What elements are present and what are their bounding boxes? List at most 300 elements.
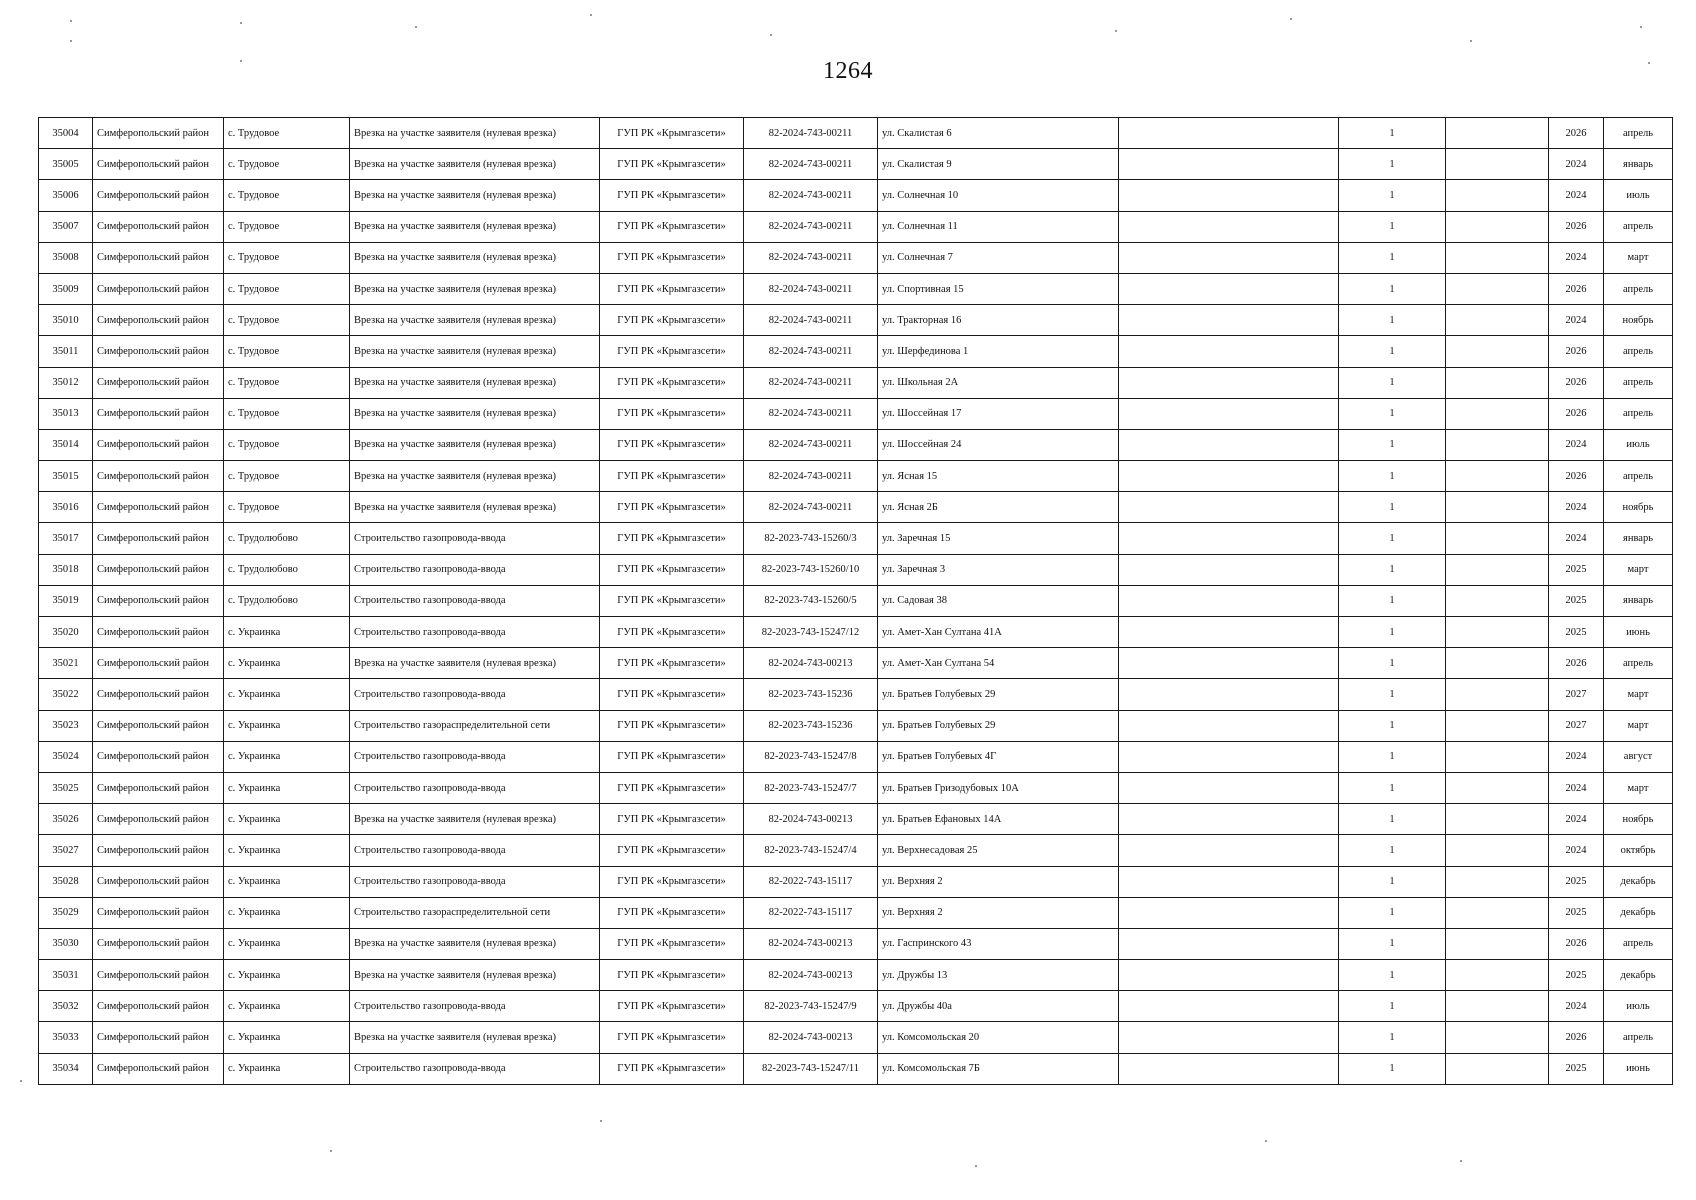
organization-cell: ГУП РК «Крымгазсети» xyxy=(600,991,744,1022)
district-cell: Симферопольский район xyxy=(93,367,224,398)
table-row xyxy=(39,273,1673,304)
contract-number-cell: 82-2023-743-15247/7 xyxy=(744,772,878,803)
district-cell: Симферопольский район xyxy=(93,710,224,741)
table-row xyxy=(39,1022,1673,1053)
locality-cell: с. Трудовое xyxy=(224,118,350,149)
blank-cell xyxy=(1446,1053,1549,1084)
month-cell: апрель xyxy=(1604,211,1673,242)
contract-number-cell: 82-2022-743-15117 xyxy=(744,866,878,897)
district-cell: Симферопольский район xyxy=(93,835,224,866)
month-cell: апрель xyxy=(1604,461,1673,492)
work-type-cell: Врезка на участке заявителя (нулевая врезка) xyxy=(350,180,600,211)
organization-cell: ГУП РК «Крымгазсети» xyxy=(600,897,744,928)
contract-number-cell: 82-2023-743-15236 xyxy=(744,679,878,710)
month-cell: июль xyxy=(1604,180,1673,211)
quantity-cell: 1 xyxy=(1339,461,1446,492)
contract-number-cell: 82-2023-743-15260/5 xyxy=(744,585,878,616)
row-number: 35008 xyxy=(39,242,93,273)
year-cell: 2025 xyxy=(1549,617,1604,648)
organization-cell: ГУП РК «Крымгазсети» xyxy=(600,523,744,554)
blank-cell xyxy=(1446,180,1549,211)
address-cell: ул. Братьев Гризодубовых 10А xyxy=(878,772,1119,803)
table-row xyxy=(39,648,1673,679)
contract-number-cell: 82-2023-743-15236 xyxy=(744,710,878,741)
blank-cell xyxy=(1119,492,1339,523)
district-cell: Симферопольский район xyxy=(93,617,224,648)
blank-cell xyxy=(1446,398,1549,429)
address-cell: ул. Братьев Ефановых 14А xyxy=(878,804,1119,835)
year-cell: 2024 xyxy=(1549,305,1604,336)
blank-cell xyxy=(1446,960,1549,991)
blank-cell xyxy=(1119,679,1339,710)
table-row xyxy=(39,991,1673,1022)
quantity-cell: 1 xyxy=(1339,617,1446,648)
table-row xyxy=(39,617,1673,648)
work-type-cell: Строительство газопровода-ввода xyxy=(350,554,600,585)
quantity-cell: 1 xyxy=(1339,741,1446,772)
address-cell: ул. Верхнесадовая 25 xyxy=(878,835,1119,866)
year-cell: 2026 xyxy=(1549,211,1604,242)
work-type-cell: Строительство газопровода-ввода xyxy=(350,741,600,772)
quantity-cell: 1 xyxy=(1339,772,1446,803)
district-cell: Симферопольский район xyxy=(93,118,224,149)
month-cell: июнь xyxy=(1604,617,1673,648)
quantity-cell: 1 xyxy=(1339,835,1446,866)
work-type-cell: Строительство газораспределительной сети xyxy=(350,897,600,928)
address-cell: ул. Заречная 15 xyxy=(878,523,1119,554)
year-cell: 2026 xyxy=(1549,336,1604,367)
locality-cell: с. Украинка xyxy=(224,679,350,710)
blank-cell xyxy=(1119,211,1339,242)
address-cell: ул. Скалистая 6 xyxy=(878,118,1119,149)
table-row xyxy=(39,429,1673,460)
work-type-cell: Врезка на участке заявителя (нулевая врезка) xyxy=(350,242,600,273)
row-number: 35027 xyxy=(39,835,93,866)
district-cell: Симферопольский район xyxy=(93,554,224,585)
blank-cell xyxy=(1119,772,1339,803)
organization-cell: ГУП РК «Крымгазсети» xyxy=(600,398,744,429)
contract-number-cell: 82-2023-743-15247/8 xyxy=(744,741,878,772)
contract-number-cell: 82-2024-743-00211 xyxy=(744,305,878,336)
blank-cell xyxy=(1119,835,1339,866)
locality-cell: с. Трудовое xyxy=(224,242,350,273)
contract-number-cell: 82-2024-743-00211 xyxy=(744,429,878,460)
district-cell: Симферопольский район xyxy=(93,866,224,897)
district-cell: Симферопольский район xyxy=(93,1022,224,1053)
locality-cell: с. Украинка xyxy=(224,648,350,679)
blank-cell xyxy=(1119,118,1339,149)
month-cell: апрель xyxy=(1604,398,1673,429)
month-cell: апрель xyxy=(1604,928,1673,959)
district-cell: Симферопольский район xyxy=(93,991,224,1022)
row-number: 35032 xyxy=(39,991,93,1022)
table-row xyxy=(39,336,1673,367)
quantity-cell: 1 xyxy=(1339,523,1446,554)
table-row xyxy=(39,149,1673,180)
work-type-cell: Врезка на участке заявителя (нулевая врезка) xyxy=(350,1022,600,1053)
organization-cell: ГУП РК «Крымгазсети» xyxy=(600,1053,744,1084)
address-cell: ул. Братьев Голубевых 4Г xyxy=(878,741,1119,772)
locality-cell: с. Трудолюбово xyxy=(224,523,350,554)
year-cell: 2025 xyxy=(1549,866,1604,897)
month-cell: декабрь xyxy=(1604,897,1673,928)
address-cell: ул. Тракторная 16 xyxy=(878,305,1119,336)
work-type-cell: Строительство газопровода-ввода xyxy=(350,585,600,616)
blank-cell xyxy=(1119,367,1339,398)
table-row xyxy=(39,367,1673,398)
table-row xyxy=(39,242,1673,273)
locality-cell: с. Украинка xyxy=(224,710,350,741)
contract-number-cell: 82-2024-743-00213 xyxy=(744,648,878,679)
table-row xyxy=(39,492,1673,523)
organization-cell: ГУП РК «Крымгазсети» xyxy=(600,461,744,492)
row-number: 35013 xyxy=(39,398,93,429)
month-cell: апрель xyxy=(1604,648,1673,679)
month-cell: январь xyxy=(1604,585,1673,616)
year-cell: 2027 xyxy=(1549,710,1604,741)
locality-cell: с. Украинка xyxy=(224,928,350,959)
year-cell: 2025 xyxy=(1549,897,1604,928)
year-cell: 2026 xyxy=(1549,118,1604,149)
row-number: 35012 xyxy=(39,367,93,398)
blank-cell xyxy=(1119,866,1339,897)
quantity-cell: 1 xyxy=(1339,1053,1446,1084)
row-number: 35026 xyxy=(39,804,93,835)
table-row xyxy=(39,710,1673,741)
row-number: 35024 xyxy=(39,741,93,772)
address-cell: ул. Солнечная 11 xyxy=(878,211,1119,242)
table-row xyxy=(39,398,1673,429)
organization-cell: ГУП РК «Крымгазсети» xyxy=(600,585,744,616)
row-number: 35028 xyxy=(39,866,93,897)
year-cell: 2024 xyxy=(1549,180,1604,211)
work-type-cell: Врезка на участке заявителя (нулевая врезка) xyxy=(350,367,600,398)
blank-cell xyxy=(1446,741,1549,772)
blank-cell xyxy=(1446,367,1549,398)
organization-cell: ГУП РК «Крымгазсети» xyxy=(600,710,744,741)
table-row xyxy=(39,804,1673,835)
quantity-cell: 1 xyxy=(1339,149,1446,180)
contract-number-cell: 82-2024-743-00213 xyxy=(744,804,878,835)
district-cell: Симферопольский район xyxy=(93,1053,224,1084)
row-number: 35029 xyxy=(39,897,93,928)
blank-cell xyxy=(1446,429,1549,460)
blank-cell xyxy=(1119,149,1339,180)
blank-cell xyxy=(1446,523,1549,554)
month-cell: декабрь xyxy=(1604,960,1673,991)
organization-cell: ГУП РК «Крымгазсети» xyxy=(600,554,744,585)
district-cell: Симферопольский район xyxy=(93,242,224,273)
work-type-cell: Строительство газопровода-ввода xyxy=(350,679,600,710)
address-cell: ул. Комсомольская 20 xyxy=(878,1022,1119,1053)
month-cell: апрель xyxy=(1604,118,1673,149)
row-number: 35021 xyxy=(39,648,93,679)
address-cell: ул. Шерфединова 1 xyxy=(878,336,1119,367)
row-number: 35010 xyxy=(39,305,93,336)
locality-cell: с. Украинка xyxy=(224,960,350,991)
blank-cell xyxy=(1446,242,1549,273)
month-cell: апрель xyxy=(1604,1022,1673,1053)
organization-cell: ГУП РК «Крымгазсети» xyxy=(600,648,744,679)
organization-cell: ГУП РК «Крымгазсети» xyxy=(600,772,744,803)
row-number: 35019 xyxy=(39,585,93,616)
quantity-cell: 1 xyxy=(1339,398,1446,429)
district-cell: Симферопольский район xyxy=(93,149,224,180)
year-cell: 2026 xyxy=(1549,461,1604,492)
organization-cell: ГУП РК «Крымгазсети» xyxy=(600,429,744,460)
year-cell: 2026 xyxy=(1549,1022,1604,1053)
quantity-cell: 1 xyxy=(1339,897,1446,928)
blank-cell xyxy=(1446,804,1549,835)
quantity-cell: 1 xyxy=(1339,242,1446,273)
month-cell: апрель xyxy=(1604,367,1673,398)
district-cell: Симферопольский район xyxy=(93,960,224,991)
address-cell: ул. Солнечная 7 xyxy=(878,242,1119,273)
table-row xyxy=(39,772,1673,803)
contract-number-cell: 82-2024-743-00211 xyxy=(744,118,878,149)
organization-cell: ГУП РК «Крымгазсети» xyxy=(600,242,744,273)
row-number: 35009 xyxy=(39,273,93,304)
organization-cell: ГУП РК «Крымгазсети» xyxy=(600,928,744,959)
table-row xyxy=(39,960,1673,991)
work-type-cell: Врезка на участке заявителя (нулевая врезка) xyxy=(350,461,600,492)
table-row xyxy=(39,118,1673,149)
address-cell: ул. Дружбы 13 xyxy=(878,960,1119,991)
blank-cell xyxy=(1446,648,1549,679)
month-cell: март xyxy=(1604,710,1673,741)
locality-cell: с. Трудолюбово xyxy=(224,554,350,585)
organization-cell: ГУП РК «Крымгазсети» xyxy=(600,960,744,991)
work-type-cell: Врезка на участке заявителя (нулевая врезка) xyxy=(350,648,600,679)
blank-cell xyxy=(1446,305,1549,336)
contract-number-cell: 82-2024-743-00211 xyxy=(744,367,878,398)
quantity-cell: 1 xyxy=(1339,429,1446,460)
address-cell: ул. Солнечная 10 xyxy=(878,180,1119,211)
blank-cell xyxy=(1119,398,1339,429)
row-number: 35023 xyxy=(39,710,93,741)
year-cell: 2025 xyxy=(1549,554,1604,585)
work-type-cell: Строительство газопровода-ввода xyxy=(350,523,600,554)
month-cell: январь xyxy=(1604,149,1673,180)
organization-cell: ГУП РК «Крымгазсети» xyxy=(600,679,744,710)
table-row xyxy=(39,866,1673,897)
organization-cell: ГУП РК «Крымгазсети» xyxy=(600,492,744,523)
blank-cell xyxy=(1119,180,1339,211)
address-cell: ул. Садовая 38 xyxy=(878,585,1119,616)
district-cell: Симферопольский район xyxy=(93,648,224,679)
row-number: 35011 xyxy=(39,336,93,367)
organization-cell: ГУП РК «Крымгазсети» xyxy=(600,804,744,835)
month-cell: ноябрь xyxy=(1604,492,1673,523)
row-number: 35007 xyxy=(39,211,93,242)
locality-cell: с. Украинка xyxy=(224,1053,350,1084)
blank-cell xyxy=(1446,835,1549,866)
table-row xyxy=(39,211,1673,242)
address-cell: ул. Гаспринского 43 xyxy=(878,928,1119,959)
row-number: 35017 xyxy=(39,523,93,554)
year-cell: 2024 xyxy=(1549,804,1604,835)
address-cell: ул. Заречная 3 xyxy=(878,554,1119,585)
table-row xyxy=(39,523,1673,554)
year-cell: 2024 xyxy=(1549,149,1604,180)
year-cell: 2026 xyxy=(1549,648,1604,679)
locality-cell: с. Украинка xyxy=(224,1022,350,1053)
quantity-cell: 1 xyxy=(1339,367,1446,398)
year-cell: 2024 xyxy=(1549,772,1604,803)
locality-cell: с. Трудовое xyxy=(224,273,350,304)
blank-cell xyxy=(1119,928,1339,959)
blank-cell xyxy=(1446,772,1549,803)
blank-cell xyxy=(1446,866,1549,897)
contract-number-cell: 82-2024-743-00211 xyxy=(744,149,878,180)
blank-cell xyxy=(1446,710,1549,741)
locality-cell: с. Трудолюбово xyxy=(224,585,350,616)
contract-number-cell: 82-2023-743-15247/9 xyxy=(744,991,878,1022)
locality-cell: с. Украинка xyxy=(224,897,350,928)
blank-cell xyxy=(1446,991,1549,1022)
table-row xyxy=(39,835,1673,866)
row-number: 35014 xyxy=(39,429,93,460)
district-cell: Симферопольский район xyxy=(93,305,224,336)
locality-cell: с. Трудовое xyxy=(224,211,350,242)
work-type-cell: Врезка на участке заявителя (нулевая врезка) xyxy=(350,211,600,242)
district-cell: Симферопольский район xyxy=(93,804,224,835)
work-type-cell: Врезка на участке заявителя (нулевая врезка) xyxy=(350,149,600,180)
month-cell: март xyxy=(1604,679,1673,710)
address-cell: ул. Комсомольская 7Б xyxy=(878,1053,1119,1084)
contract-number-cell: 82-2024-743-00211 xyxy=(744,398,878,429)
work-type-cell: Врезка на участке заявителя (нулевая врезка) xyxy=(350,960,600,991)
month-cell: ноябрь xyxy=(1604,305,1673,336)
blank-cell xyxy=(1446,1022,1549,1053)
quantity-cell: 1 xyxy=(1339,211,1446,242)
district-cell: Симферопольский район xyxy=(93,523,224,554)
district-cell: Симферопольский район xyxy=(93,679,224,710)
blank-cell xyxy=(1446,336,1549,367)
quantity-cell: 1 xyxy=(1339,585,1446,616)
month-cell: июнь xyxy=(1604,1053,1673,1084)
work-type-cell: Врезка на участке заявителя (нулевая врезка) xyxy=(350,492,600,523)
organization-cell: ГУП РК «Крымгазсети» xyxy=(600,305,744,336)
month-cell: декабрь xyxy=(1604,866,1673,897)
blank-cell xyxy=(1119,305,1339,336)
organization-cell: ГУП РК «Крымгазсети» xyxy=(600,336,744,367)
address-cell: ул. Скалистая 9 xyxy=(878,149,1119,180)
organization-cell: ГУП РК «Крымгазсети» xyxy=(600,273,744,304)
row-number: 35034 xyxy=(39,1053,93,1084)
address-cell: ул. Амет-Хан Султана 54 xyxy=(878,648,1119,679)
blank-cell xyxy=(1446,211,1549,242)
month-cell: март xyxy=(1604,554,1673,585)
locality-cell: с. Трудовое xyxy=(224,398,350,429)
contract-number-cell: 82-2024-743-00213 xyxy=(744,960,878,991)
year-cell: 2025 xyxy=(1549,960,1604,991)
locality-cell: с. Украинка xyxy=(224,804,350,835)
blank-cell xyxy=(1446,585,1549,616)
locality-cell: с. Трудовое xyxy=(224,492,350,523)
work-type-cell: Строительство газопровода-ввода xyxy=(350,772,600,803)
month-cell: январь xyxy=(1604,523,1673,554)
blank-cell xyxy=(1119,1022,1339,1053)
work-type-cell: Строительство газораспределительной сети xyxy=(350,710,600,741)
contract-number-cell: 82-2024-743-00211 xyxy=(744,273,878,304)
row-number: 35031 xyxy=(39,960,93,991)
blank-cell xyxy=(1446,617,1549,648)
district-cell: Симферопольский район xyxy=(93,741,224,772)
contract-number-cell: 82-2023-743-15247/11 xyxy=(744,1053,878,1084)
blank-cell xyxy=(1119,991,1339,1022)
work-type-cell: Строительство газопровода-ввода xyxy=(350,1053,600,1084)
contract-number-cell: 82-2023-743-15247/12 xyxy=(744,617,878,648)
blank-cell xyxy=(1119,710,1339,741)
month-cell: июль xyxy=(1604,991,1673,1022)
month-cell: март xyxy=(1604,772,1673,803)
quantity-cell: 1 xyxy=(1339,710,1446,741)
blank-cell xyxy=(1119,804,1339,835)
year-cell: 2024 xyxy=(1549,429,1604,460)
contract-number-cell: 82-2024-743-00211 xyxy=(744,461,878,492)
year-cell: 2024 xyxy=(1549,492,1604,523)
contract-number-cell: 82-2022-743-15117 xyxy=(744,897,878,928)
table-row xyxy=(39,554,1673,585)
blank-cell xyxy=(1119,648,1339,679)
contract-number-cell: 82-2024-743-00211 xyxy=(744,180,878,211)
table-row xyxy=(39,461,1673,492)
year-cell: 2024 xyxy=(1549,523,1604,554)
blank-cell xyxy=(1119,960,1339,991)
address-cell: ул. Шоссейная 17 xyxy=(878,398,1119,429)
work-type-cell: Строительство газопровода-ввода xyxy=(350,991,600,1022)
blank-cell xyxy=(1446,149,1549,180)
blank-cell xyxy=(1446,897,1549,928)
row-number: 35005 xyxy=(39,149,93,180)
address-cell: ул. Шоссейная 24 xyxy=(878,429,1119,460)
address-cell: ул. Школьная 2А xyxy=(878,367,1119,398)
row-number: 35030 xyxy=(39,928,93,959)
month-cell: ноябрь xyxy=(1604,804,1673,835)
address-cell: ул. Спортивная 15 xyxy=(878,273,1119,304)
row-number: 35022 xyxy=(39,679,93,710)
district-cell: Симферопольский район xyxy=(93,772,224,803)
contract-number-cell: 82-2024-743-00213 xyxy=(744,1022,878,1053)
year-cell: 2024 xyxy=(1549,991,1604,1022)
year-cell: 2025 xyxy=(1549,585,1604,616)
table-body xyxy=(39,118,1673,1085)
month-cell: апрель xyxy=(1604,336,1673,367)
locality-cell: с. Украинка xyxy=(224,866,350,897)
district-cell: Симферопольский район xyxy=(93,273,224,304)
quantity-cell: 1 xyxy=(1339,492,1446,523)
address-cell: ул. Ясная 15 xyxy=(878,461,1119,492)
year-cell: 2026 xyxy=(1549,928,1604,959)
contract-number-cell: 82-2024-743-00213 xyxy=(744,928,878,959)
month-cell: март xyxy=(1604,242,1673,273)
quantity-cell: 1 xyxy=(1339,305,1446,336)
locality-cell: с. Трудовое xyxy=(224,429,350,460)
row-number: 35016 xyxy=(39,492,93,523)
blank-cell xyxy=(1446,118,1549,149)
blank-cell xyxy=(1119,617,1339,648)
year-cell: 2026 xyxy=(1549,273,1604,304)
quantity-cell: 1 xyxy=(1339,928,1446,959)
contract-number-cell: 82-2023-743-15247/4 xyxy=(744,835,878,866)
address-cell: ул. Братьев Голубевых 29 xyxy=(878,710,1119,741)
organization-cell: ГУП РК «Крымгазсети» xyxy=(600,617,744,648)
table-row xyxy=(39,1053,1673,1084)
district-cell: Симферопольский район xyxy=(93,928,224,959)
page-number: 1264 xyxy=(823,58,873,84)
contract-number-cell: 82-2024-743-00211 xyxy=(744,211,878,242)
